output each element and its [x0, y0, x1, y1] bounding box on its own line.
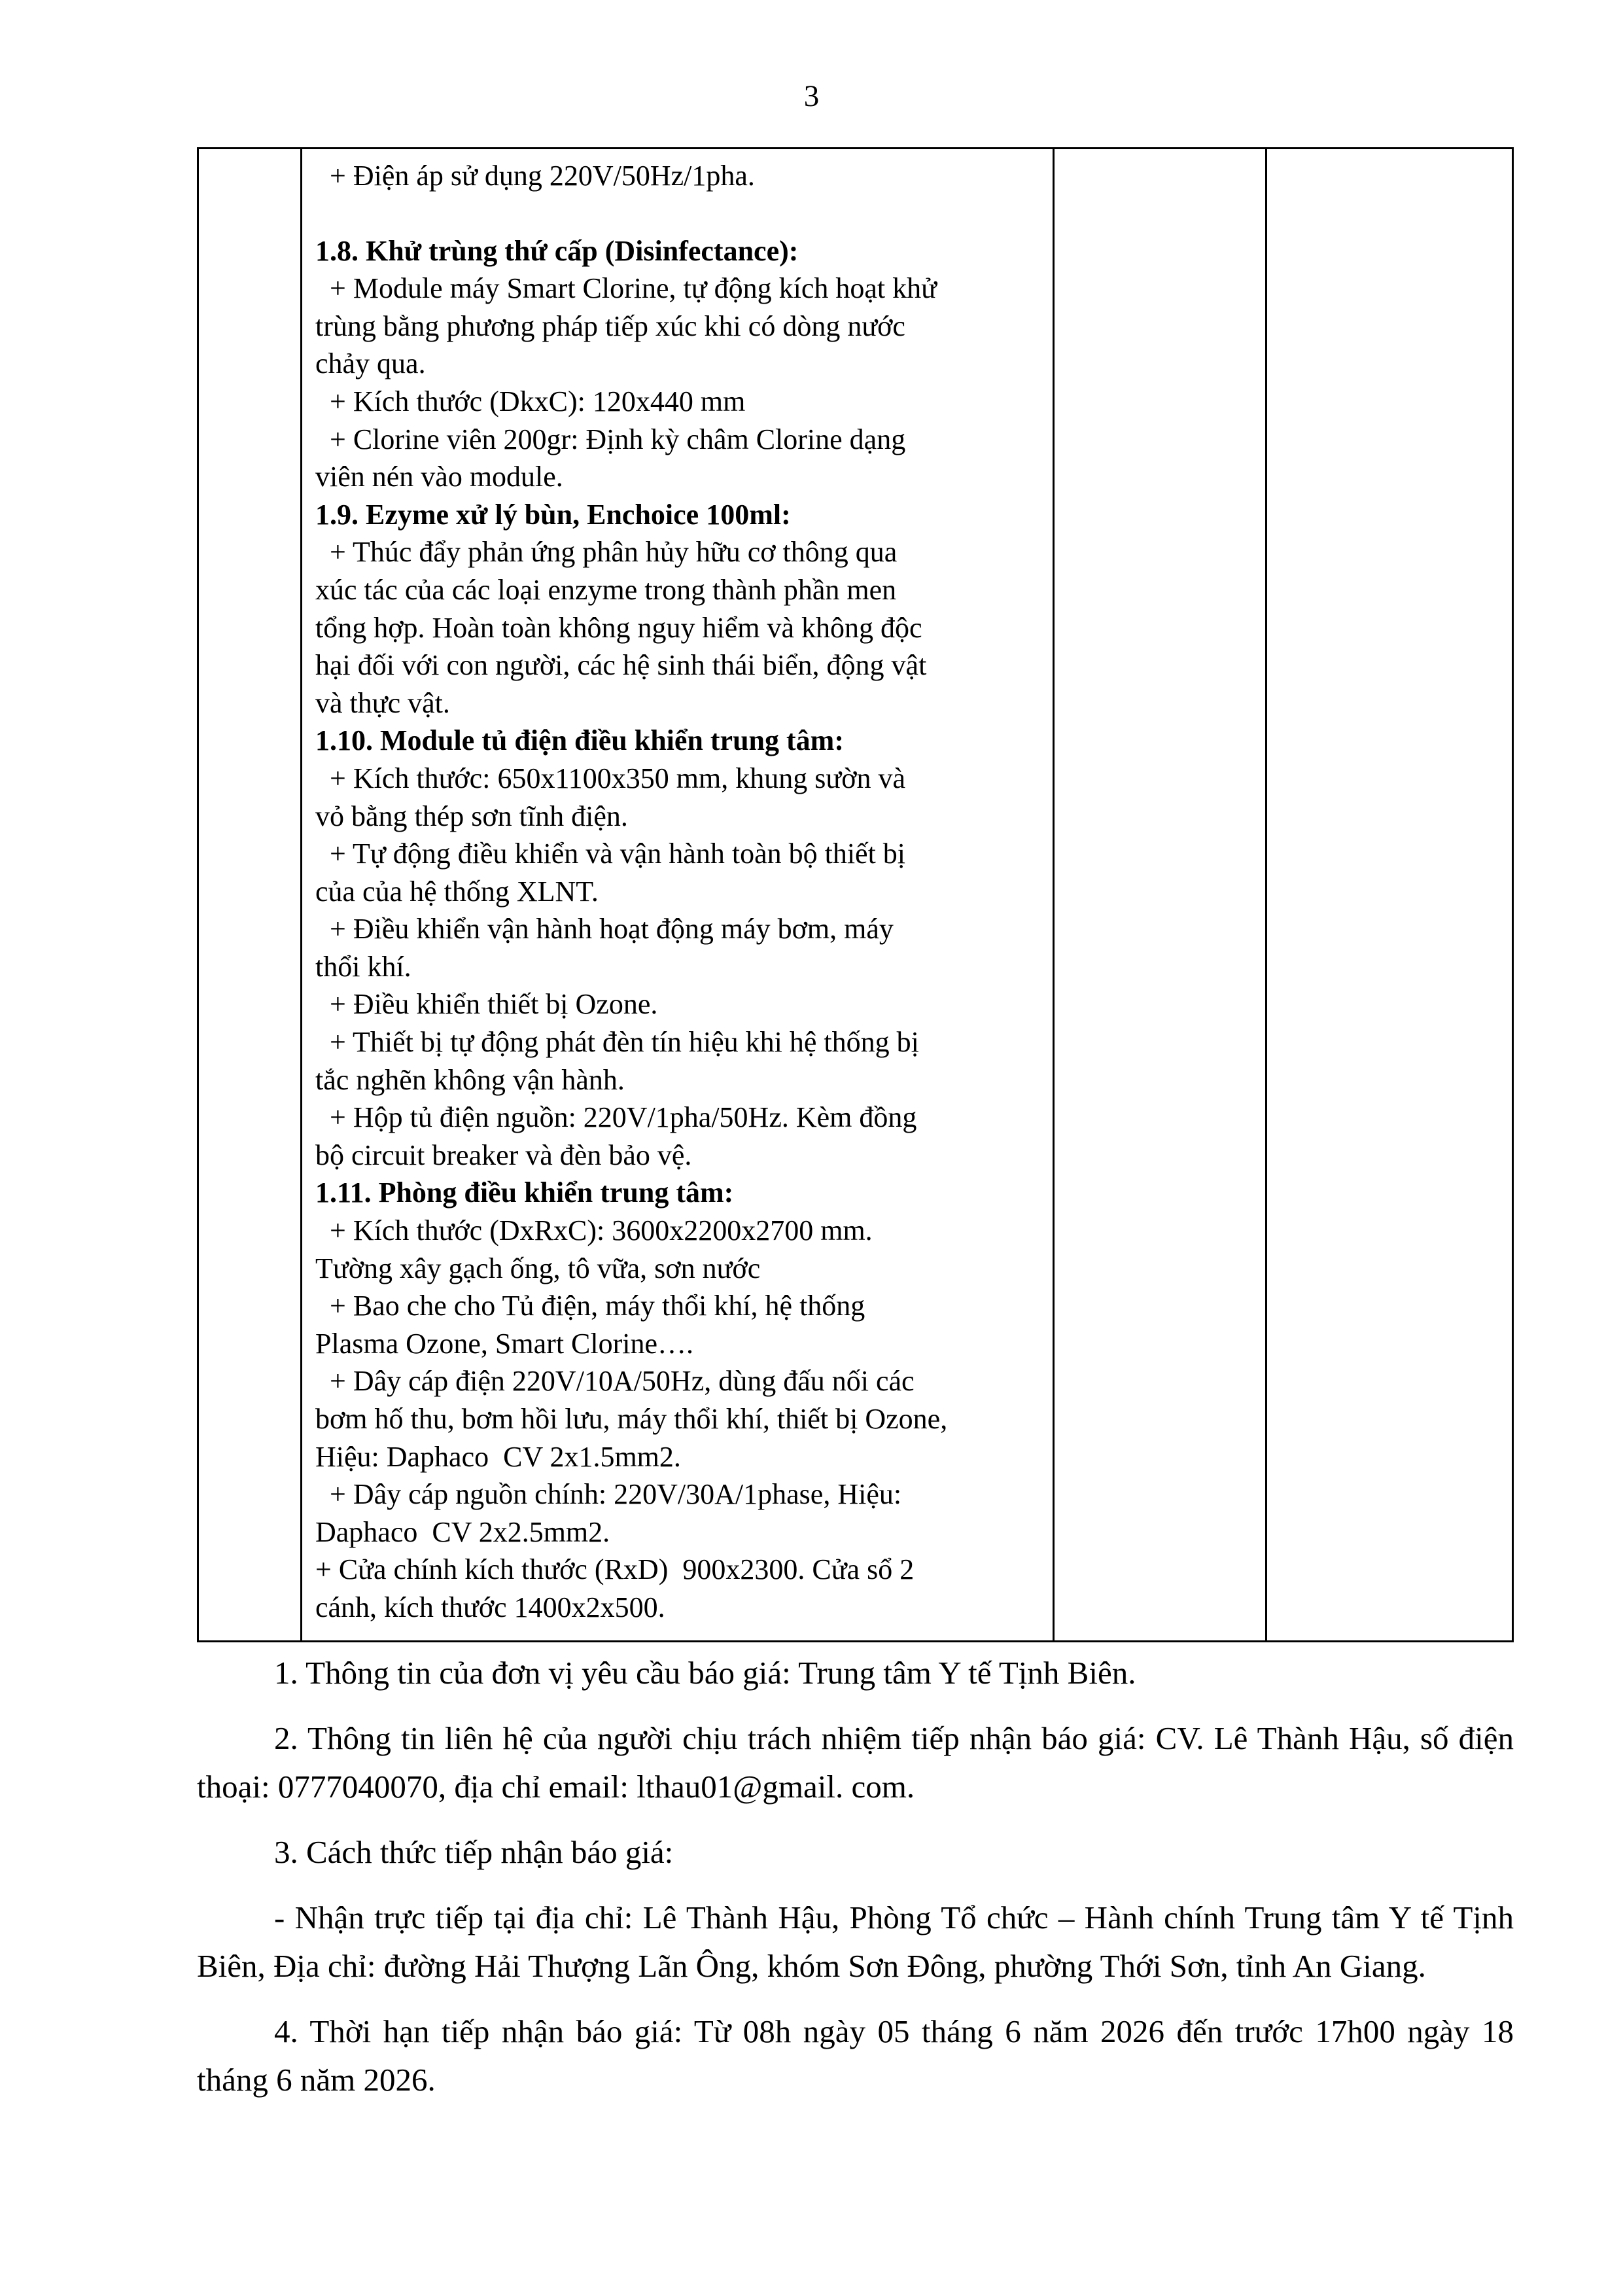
- spec-heading: 1.9. Ezyme xử lý bùn, Enchoice 100ml:: [315, 498, 791, 531]
- spec-line: Plasma Ozone, Smart Clorine….: [315, 1327, 694, 1360]
- spec-line: viên nén vào module.: [315, 461, 563, 493]
- spec-line: thổi khí.: [315, 950, 411, 983]
- spec-line: hại đối với con người, các hệ sinh thái biển, động vật: [315, 649, 927, 682]
- spec-table: [197, 147, 1514, 1642]
- spec-description-cell: [315, 157, 1231, 1627]
- spec-heading: 1.10. Module tủ điện điều khiển trung tâm:: [315, 724, 844, 757]
- spec-line: tổng hợp. Hoàn toàn không nguy hiểm và không độc: [315, 611, 922, 644]
- column-divider-3: [1265, 149, 1267, 1640]
- body-text: [197, 1649, 1514, 2121]
- spec-line: + Điều khiển thiết bị Ozone.: [315, 988, 658, 1021]
- spec-line: vỏ bằng thép sơn tĩnh điện.: [315, 800, 628, 832]
- spec-line: + Dây cáp nguồn chính: 220V/30A/1phase, Hiệu:: [315, 1478, 902, 1511]
- spec-line: + Tự động điều khiển và vận hành toàn bộ thiết bị: [315, 838, 906, 870]
- spec-line: + Thúc đẩy phản ứng phân hủy hữu cơ thông qua: [315, 536, 898, 569]
- paragraph-contact-info: 2. Thông tin liên hệ của người chịu trách nhiệm tiếp nhận báo giá: CV. Lê Thành Hậu, số điện thoại: 0777040070, địa chỉ email: lthau01@gmail. com.: [197, 1720, 1514, 1805]
- spec-line: + Clorine viên 200gr: Định kỳ châm Clorine dạng: [315, 423, 906, 455]
- spec-line: + Điều khiển vận hành hoạt động máy bơm, máy: [315, 913, 894, 945]
- spec-line: + Dây cáp điện 220V/10A/50Hz, dùng đấu nối các: [315, 1365, 915, 1398]
- spec-line: cánh, kích thước 1400x2x500.: [315, 1591, 665, 1623]
- spec-line: + Kích thước (DkxC): 120x440 mm: [315, 385, 746, 417]
- spec-line: + Điện áp sử dụng 220V/50Hz/1pha.: [315, 160, 755, 192]
- spec-line: + Thiết bị tự động phát đèn tín hiệu khi hệ thống bị: [315, 1026, 919, 1059]
- paragraph-receipt-method: 3. Cách thức tiếp nhận báo giá:: [274, 1834, 674, 1870]
- spec-line: tắc nghẽn không vận hành.: [315, 1063, 625, 1096]
- spec-heading: 1.8. Khử trùng thứ cấp (Disinfectance):: [315, 234, 799, 267]
- spec-line: xúc tác của các loại enzyme trong thành phần men: [315, 573, 897, 606]
- spec-line: Daphaco CV 2x2.5mm2.: [315, 1515, 610, 1548]
- spec-line: + Bao che cho Tủ điện, máy thổi khí, hệ thống: [315, 1290, 865, 1322]
- spec-heading: 1.11. Phòng điều khiển trung tâm:: [315, 1176, 734, 1209]
- spec-line: + Module máy Smart Clorine, tự động kích hoạt khử: [315, 272, 937, 305]
- spec-line: trùng bằng phương pháp tiếp xúc khi có dòng nước: [315, 309, 905, 342]
- spec-line: bộ circuit breaker và đèn bảo vệ.: [315, 1139, 692, 1171]
- spec-line: + Hộp tủ điện nguồn: 220V/1pha/50Hz. Kèm đồng: [315, 1101, 917, 1134]
- paragraph-requesting-unit: 1. Thông tin của đơn vị yêu cầu báo giá: Trung tâm Y tế Tịnh Biên.: [274, 1655, 1136, 1691]
- spec-line: + Kích thước: 650x1100x350 mm, khung sườn và: [315, 762, 906, 794]
- spec-line: Hiệu: Daphaco CV 2x1.5mm2.: [315, 1440, 681, 1473]
- spec-line: + Cửa chính kích thước (RxD) 900x2300. Cửa sổ 2: [315, 1553, 915, 1586]
- column-divider-1: [300, 149, 302, 1640]
- spec-line: bơm hố thu, bơm hồi lưu, máy thổi khí, thiết bị Ozone,: [315, 1403, 948, 1435]
- spec-line: Tường xây gạch ống, tô vữa, sơn nước: [315, 1252, 761, 1284]
- page-number: 3: [803, 79, 820, 113]
- paragraph-deadline: 4. Thời hạn tiếp nhận báo giá: Từ 08h ngày 05 tháng 6 năm 2026 đến trước 17h00 ngày 18 tháng 6 năm 2026.: [197, 2013, 1514, 2098]
- spec-line: của của hệ thống XLNT.: [315, 875, 599, 908]
- paragraph-direct-receipt: - Nhận trực tiếp tại địa chỉ: Lê Thành Hậu, Phòng Tổ chức – Hành chính Trung tâm Y tế Tịnh Biên, Địa chỉ: đường Hải Thượng Lãn Ông, khóm Sơn Đông, phường Thới Sơn, tỉnh An Giang.: [197, 1899, 1514, 1984]
- spec-spacer: [315, 195, 1231, 232]
- spec-line: chảy qua.: [315, 347, 426, 380]
- spec-line: + Kích thước (DxRxC): 3600x2200x2700 mm.: [315, 1214, 873, 1247]
- spec-line: và thực vật.: [315, 686, 450, 719]
